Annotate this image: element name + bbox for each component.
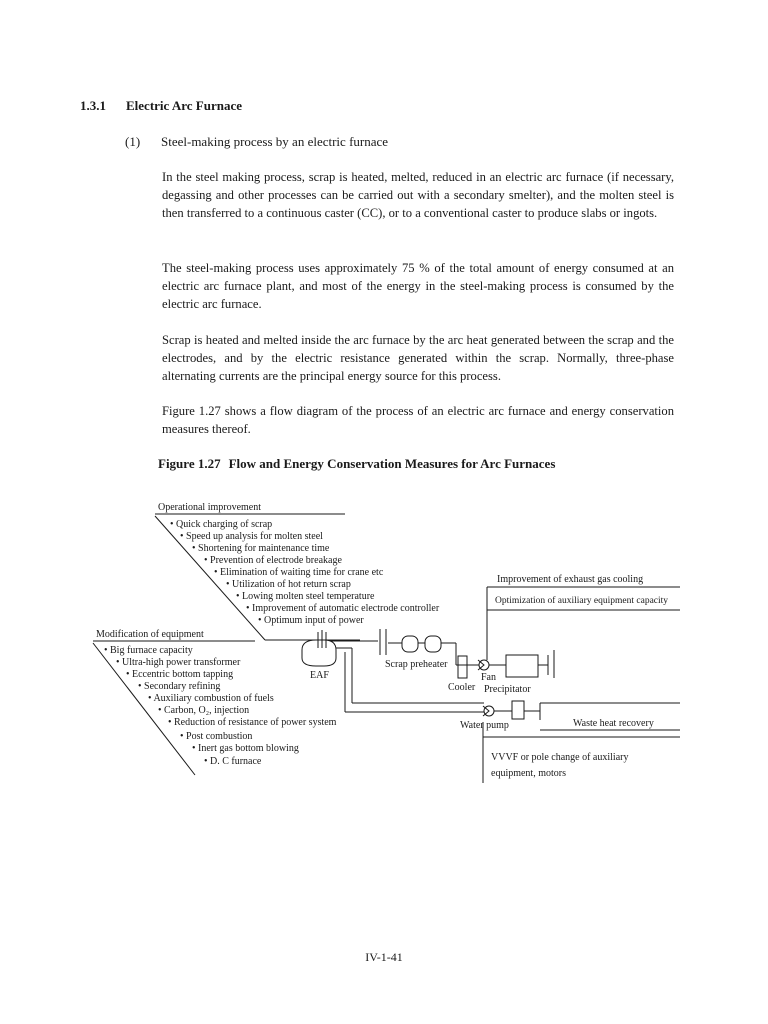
- subsection-title: Steel-making process by an electric furnace: [161, 134, 389, 149]
- operational-item: • Optimum input of power: [258, 615, 364, 626]
- paragraph-figure-ref: Figure 1.27 shows a flow diagram of the process of an electric arc furnace and energy conservation measures thereof.: [162, 404, 674, 436]
- aux-capacity-label: Optimization of auxiliary equipment capacity: [495, 596, 669, 606]
- paragraph-arc-heat: Scrap is heated and melted inside the arc furnace by the arc heat generated between the scrap and the electrodes, and by the electric resistance generated within the scrap. Normally, three-phase alternating currents are the principal energy source for this process.: [162, 333, 674, 383]
- equipment-item: • Post combustion: [180, 731, 253, 742]
- equipment-item: • Ultra-high power transformer: [116, 657, 241, 668]
- figure-number: Figure 1.27: [158, 456, 221, 471]
- exhaust-gas-cooling-label: Improvement of exhaust gas cooling: [497, 574, 644, 585]
- operational-heading: Operational improvement: [158, 502, 262, 513]
- equipment-heading: Modification of equipment: [96, 629, 204, 640]
- scrap-preheater-label: Scrap preheater: [385, 659, 448, 670]
- water-pump-label: Water pump: [460, 720, 509, 731]
- vvvf-label-line2: equipment, motors: [491, 768, 566, 779]
- equipment-item: • Big furnace capacity: [104, 645, 193, 656]
- equipment-item: • Carbon, O₂, injection: [158, 705, 250, 716]
- operational-item: • Improvement of automatic electrode controller: [246, 603, 440, 614]
- page-number: IV-1-41: [365, 950, 403, 964]
- paragraph-steel-making: In the steel making process, scrap is heated, melted, reduced in an electric arc furnace (if necessary, degassing and other processes can be carried out with a secondary smelter), and the molten steel is then transferred to a continuous caster (CC), or to a conventional caster to produce slabs or ingots.: [162, 170, 674, 220]
- subsection-number: (1): [125, 134, 141, 149]
- operational-item: • Shortening for maintenance time: [192, 543, 330, 554]
- equipment-item: • Auxiliary combustion of fuels: [148, 693, 274, 704]
- operational-item: • Elimination of waiting time for crane etc: [214, 567, 384, 578]
- equipment-item: • Secondary refining: [138, 681, 221, 692]
- equipment-item: • Reduction of resistance of power system: [168, 717, 337, 728]
- paragraph-energy-use: The steel-making process uses approximately 75 % of the total amount of energy consumed at an electric arc furnace plant, and most of the energy in the steel-making process is consumed by the electric arc furnace.: [162, 261, 674, 311]
- operational-item: • Speed up analysis for molten steel: [180, 531, 323, 542]
- operational-item: • Quick charging of scrap: [170, 519, 273, 530]
- figure-title: Flow and Energy Conservation Measures for Arc Furnaces: [228, 456, 556, 471]
- operational-item: • Prevention of electrode breakage: [204, 555, 342, 566]
- equipment-item: • D. C furnace: [204, 756, 262, 767]
- equipment-item: • Inert gas bottom blowing: [192, 743, 299, 754]
- operational-item: • Lowing molten steel temperature: [236, 591, 375, 602]
- fan-label: Fan: [481, 672, 496, 683]
- vvvf-label-line1: VVVF or pole change of auxiliary: [491, 752, 629, 763]
- cooler-label: Cooler: [448, 682, 476, 693]
- section-number: 1.3.1: [80, 98, 106, 113]
- operational-item: • Utilization of hot return scrap: [226, 579, 351, 590]
- eaf-label: EAF: [310, 670, 329, 681]
- precipitator-label: Precipitator: [484, 684, 531, 695]
- section-title: Electric Arc Furnace: [126, 98, 242, 113]
- waste-heat-label: Waste heat recovery: [573, 718, 654, 729]
- equipment-item: • Eccentric bottom tapping: [126, 669, 234, 680]
